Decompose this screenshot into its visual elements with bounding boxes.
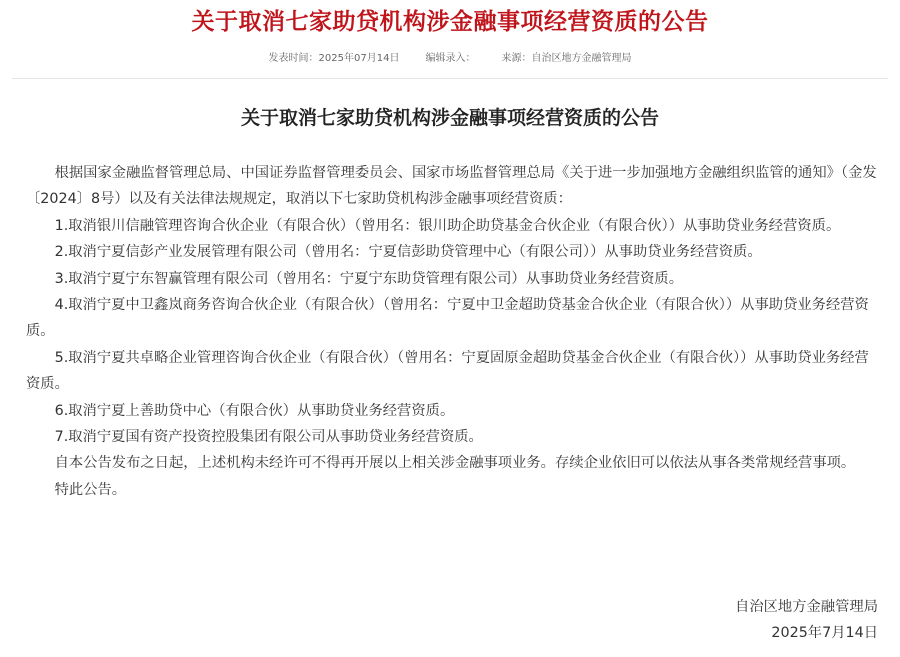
- signature-block: [735, 594, 878, 647]
- article-paragraph: 1.取消银川信融管理咨询合伙企业（有限合伙）（曾用名：银川助企助贷基金合伙企业（有限合伙））从事助贷业务经营资质。: [54, 217, 841, 234]
- article-paragraph: 自本公告发布之日起，上述机构未经许可不得再开展以上相关涉金融事项业务。存续企业依旧可以依法从事各类常规经营事项。: [54, 455, 856, 472]
- article-paragraph: 根据国家金融监督管理总局、中国证券监督管理委员会、国家市场监督管理总局《关于进一步加强地方金融组织监管的通知》（金发〔2024〕8号）以及有关法律法规规定，取消以下七家助贷机构涉金融事项经营资质：: [26, 165, 877, 208]
- article-paragraph: 7.取消宁夏国有资产投资控股集团有限公司从事助贷业务经营资质。: [54, 429, 483, 446]
- source-label: 来源：自治区地方金融管理局: [501, 53, 632, 64]
- signature-date: 2025年7月14日: [771, 625, 878, 642]
- editor-label: 编辑录入：: [425, 53, 476, 64]
- article-paragraph: 6.取消宁夏上善助贷中心（有限合伙）从事助贷业务经营资质。: [54, 402, 455, 419]
- article-title: 关于取消七家助贷机构涉金融事项经营资质的公告: [240, 107, 659, 129]
- article-body: [26, 160, 882, 503]
- article-paragraph: 特此公告。: [54, 481, 127, 498]
- article-meta: [0, 50, 900, 68]
- header-divider: [12, 78, 888, 79]
- article-paragraph: 5.取消宁夏共卓略企业管理咨询合伙企业（有限合伙）（曾用名：宁夏固原金超助贷基金合伙企业（有限合伙））从事助贷业务经营资质。: [26, 349, 869, 393]
- signature-org: 自治区地方金融管理局: [735, 599, 878, 615]
- article-paragraph: 2.取消宁夏信彭产业发展管理有限公司（曾用名：宁夏信彭助贷管理中心（有限公司））从事助贷业务经营资质。: [54, 244, 762, 261]
- publish-time: 发表时间：2025年07月14日: [268, 53, 400, 64]
- page-title: 关于取消七家助贷机构涉金融事项经营资质的公告: [191, 9, 709, 35]
- article-paragraph: 4.取消宁夏中卫鑫岚商务咨询合伙企业（有限合伙）（曾用名：宁夏中卫金超助贷基金合伙企业（有限合伙））从事助贷业务经营资质。: [26, 297, 869, 340]
- article-paragraph: 3.取消宁夏宁东智赢管理有限公司（曾用名：宁夏宁东助贷管理有限公司）从事助贷业务经营资质。: [54, 270, 683, 287]
